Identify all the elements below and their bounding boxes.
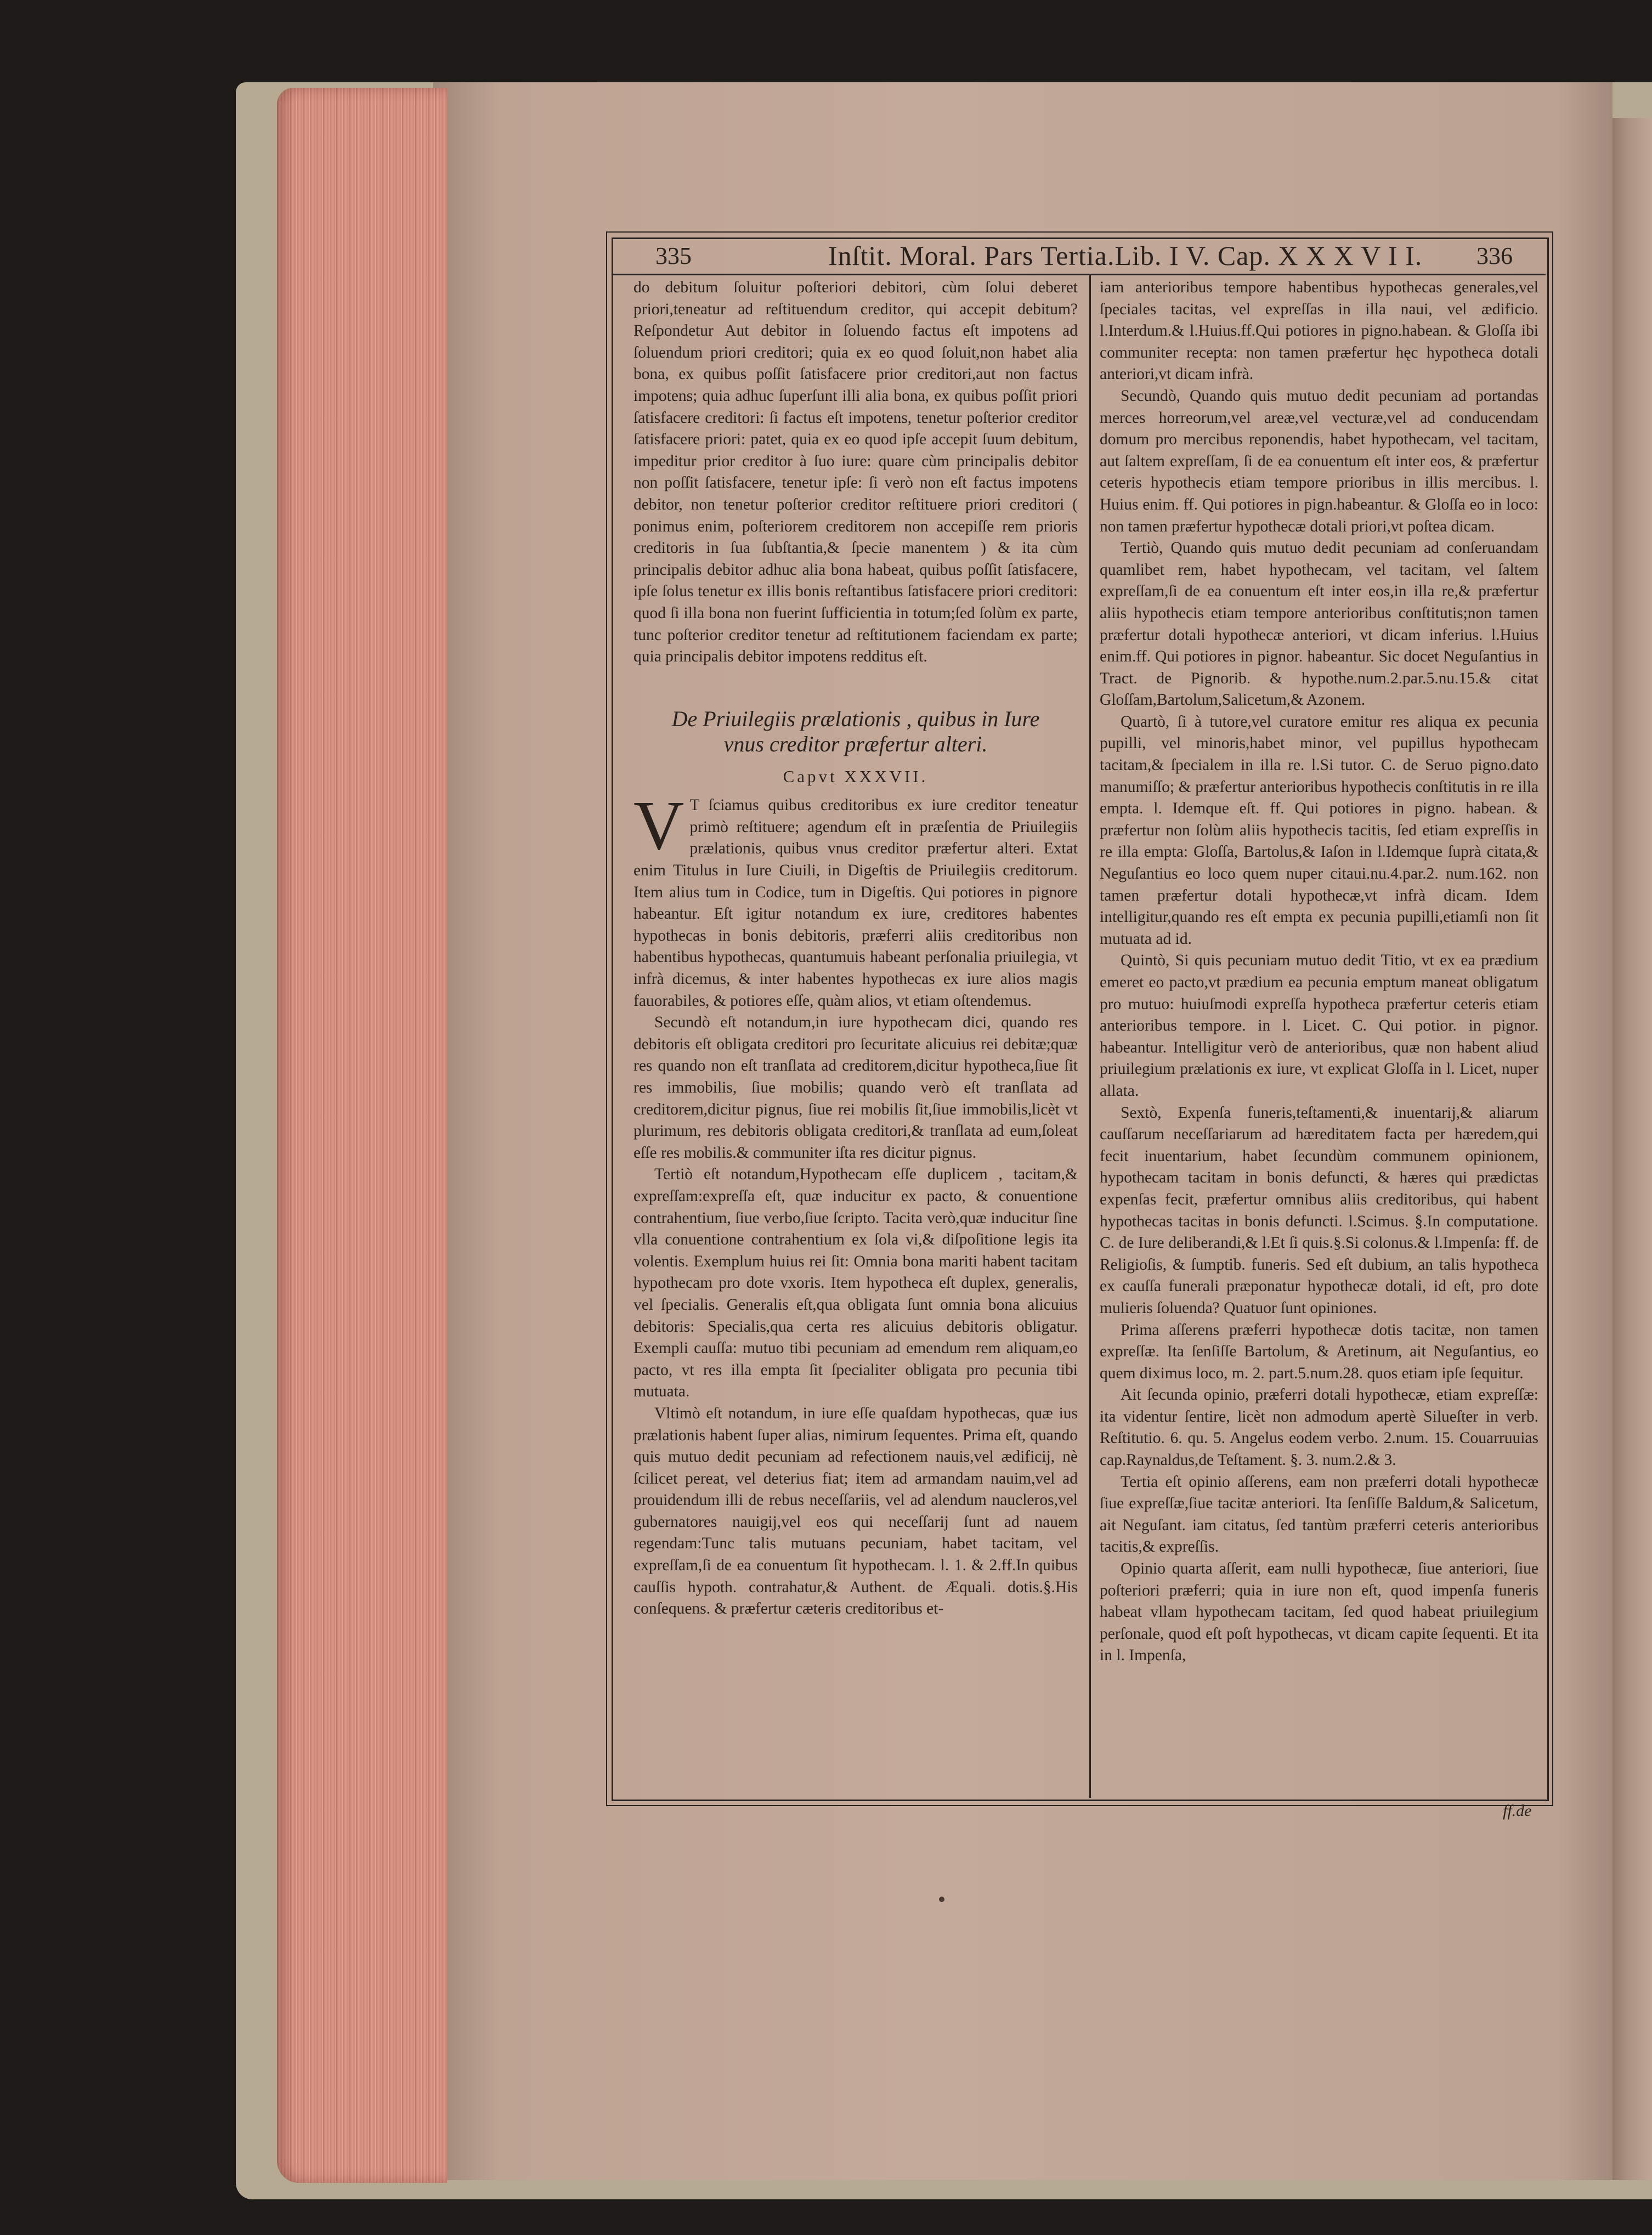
paragraph-4: Vltimò eſt notandum, in iure eſſe quaſdam hypothecas, quæ ius prælationis habent ſuper alias, nimirum ſequentes. Prima eſt, quando quis mutuo dedit pecuniam ad refectionem nauis,vel ædificij, nè ſcilicet pereat, vel deterius fiat; item ad armandam nauim,vel ad prouidendum illi de rebus neceſſariis, vel ad alendum naucleros,vel gubernatores nauigij,vel eos qui neceſſarij ſunt ad nauem regendam:Tunc talis mutuans pecuniam, habet tacitam, vel expreſſam,ſi de ea conuentum ſit hypothecam. l. 1. & 2.ff.In quibus cauſſis hypoth. contrahatur,& Authent. de Æquali. dotis.§.His conſequens. & præfertur cæteris creditoribus et- (633, 1404, 1078, 1618)
paragraph-right-1: Secundò, Quando quis mutuo dedit pecuniam ad portandas merces horreorum,vel areæ,vel vecturæ,vel ad conducendam domum pro mercibus reponendis, habet hypothecam, vel tacitam, aut ſaltem expreſſam, ſi de ea conuentum eſt inter eos, & præfertur ceteris hypothecis etiam tempore prioribus in illis mercibus. l. Huius enim. ff. Qui potiores in pign.habeantur. & Gloſſa eo in loco: non tamen præfertur hypothecæ dotali priori,vt poſtea dicam. (1100, 387, 1538, 535)
paragraph-right-8: Tertia eſt opinio aſſerens, eam non præferri dotali hypothecæ ſiue expreſſæ,ſiue tacitæ anteriori. Ita ſenſiſſe Baldum,& Salicetum, ait Neguſant. iam citatus, ſed tantùm præferri ceteris anterioribus tacitis,& expreſſis. (1100, 1473, 1538, 1556)
paragraph-right-7: Ait ſecunda opinio, præferri dotali hypothecæ, etiam expreſſæ: ita videntur ſentire, licèt non admodum apertè Silueſter in verb. Reſtitutio. 6. qu. 5. Angelus eodem verbo. 2.num. 15. Couarruuias cap.Raynaldus,de Teſtament. §. 3. num.2.& 3. (1100, 1386, 1538, 1469)
drop-cap: V (633, 787, 684, 865)
catchword: ff.de (1503, 1802, 1532, 1820)
paragraph-1: T ſciamus quibus creditoribus ex iure creditor teneatur primò reſtituere; agendum eſt in præſentia de Priuilegiis prælationis, quibus vnus creditor præfertur alteri. Extat enim Titulus in Iure Ciuili, in Digeſtis de Priuilegiis creditorum. Item alius tum in Codice, tum in Digeſtis. Qui potiores in pignore habeantur. Eſt igitur notandum ex iure, creditores habentes hypothecas in bonis debitoris, præferri aliis creditoribus non habentibus hypothecas, quantumuis habeant perſonalia priuilegia, vt infrà dicemus, & inter habentes hypothecas ex iure alios magis fauorabiles, & potiores eſſe, quàm alios, vt etiam oſtendemus. (633, 796, 1078, 1010)
paragraph-2: Secundò eſt notandum,in iure hypothecam dici, quando res debitoris eſt obligata creditori pro ſecuritate alicuius rei debitæ;quæ res quando non eſt tranſlata ad creditorem,dicitur hypotheca,ſiue ſit res immobilis, ſiue mobilis; quando verò eſt tranſlata ad creditorem,dicitur pignus, ſiue rei mobilis ſit,ſiue immobilis,licèt vt plurimum, res debitoris obligata creditori,& tranſlata ad eum,ſoleat eſſe res mobilis.& communiter iſta res dicitur pignus. (633, 1014, 1078, 1162)
column-rule (1089, 274, 1091, 1798)
running-header (612, 237, 1546, 275)
paragraph-right-5: Sextò, Expenſa funeris,teſtamenti,& inuentarij,& aliarum cauſſarum neceſſariarum ad hæreditatem facta per hæredem,qui fecit inuentarium, habet ſecundùm communem opinionem, hypothecam tacitam in bonis defuncti, & hæres qui prædictas expenſas fecit, præfertur omnibus aliis creditoribus, qui habent hypothecas tacitas in bonis defuncti. l.Scimus. §.In computatione. C. de Iure deliberandi,& l.Et ſi quis.§.Si colonus.& l.Impenſa: ff. de Religioſis, & ſumptib. funeris. Sed eſt dubium, an talis hypotheca ex cauſſa funerali præponatur hypothecæ dotali, id eſt, pro dote mulieris ſoluenda? Quatuor ſunt opiniones. (1100, 1104, 1538, 1317)
paragraph-right-0: iam anterioribus tempore habentibus hypothecas generales,vel ſpeciales tacitas, vel expreſſas in illa naui, vel ædificio. l.Interdum.& l.Huius.ff.Qui potiores in pigno.habean. & Gloſſa ibi communiter recepta: non tamen præfertur hęc hypotheca dotali anteriori,vt dicam infrà. (1100, 279, 1538, 383)
facing-page-edge (1610, 118, 1652, 2180)
running-head-title: Inſtit. Moral. Pars Tertia.Lib. I V. Cap. X X X V I I. (828, 240, 1423, 271)
ink-blot (939, 1897, 944, 1902)
section-title: De Priuilegiis prælationis , quibus in Iure vnus creditor præfertur alteri. (671, 706, 1040, 756)
chapter-heading: Capvt XXXVII. (783, 766, 929, 786)
red-page-edges (277, 88, 447, 2183)
paragraph-right-3: Quartò, ſi à tutore,vel curatore emitur res aliqua ex pecunia pupilli, vel minoris,habet minor, vel pupillus hypothecam tacitam,& ſpecialem in illa re. l.Si tutor. C. de Seruo pigno.dato manumiſſo; & præfertur anterioribus hypothecis conſtitutis in re illa empta. l. Idemque eſt. ff. Qui potiores in pigno. habean. & præfertur non ſolùm aliis hypothecis tacitis, ſed etiam expreſſis in re illa empta: Gloſſa, Bartolus,& Iaſon in l.Idemque ſuprà citata,& Neguſantius eo loco quem nuper citaui.nu.4.par.2. num.162. non tamen præfertur dotali hypothecæ,vt infrà dicam. Idem intelligitur,quando res eſt empta ex pecunia pupilli,etiamſi non ſit mutuata ad id. (1100, 712, 1538, 948)
paragraph-right-6: Prima aſſerens præferri hypothecæ dotis tacitæ, non tamen expreſſæ. Ita ſenſiſſe Bartolum, & Aretinum, ait Neguſantius, eo quem diximus loco, m. 2. part.5.num.28. quos etiam ipſe ſequitur. (1100, 1321, 1538, 1382)
paragraph-3: Tertiò eſt notandum,Hypothecam eſſe duplicem , tacitam,& expreſſam:expreſſa eſt, quæ inducitur ex pacto, & conuentione contrahentium, ſiue verbo,ſiue ſcripto. Tacita verò,quæ inducitur ſine vlla conuentione contrahentium ex ſola vi,& diſpoſitione legis ita volentis. Exemplum huius rei ſit: Omnia bona mariti habent tacitam hypothecam pro dote vxoris. Item hypotheca eſt duplex, generalis, vel ſpecialis. Generalis eſt,qua obligata ſunt omnia bona alicuius debitoris: Specialis,qua certa res alicuius debitoris obligatur. Exempli cauſſa: mutuo tibi pecuniam ad emendum rem aliquam,eo pacto, vt res illa empta ſit ſpecialiter obligata pro pecunia tibi mutuata. (633, 1165, 1078, 1401)
left-column (633, 277, 1078, 1620)
page-number-left: 335 (655, 242, 692, 269)
paragraph-right-2: Tertiò, Quando quis mutuo dedit pecuniam ad conſeruandam quamlibet rem, habet hypothecam, vel tacitam, vel ſaltem expreſſam,ſi de ea conuentum eſt inter eos,in illa re,& præfertur aliis hypothecis etiam tempore anterioribus conſtitutis;non tamen præfertur dotali hypothecæ anteriori, vt dicam inferius. l.Huius enim.ff. Qui potiores in pignor. habeantur. Sic docet Neguſantius in Tract. de Pignorib. & hypothe.num.2.par.5.nu.15.& citat Gloſſam,Bartolum,Salicetum,& Azonem. (1100, 539, 1538, 709)
paragraph-right-4: Quintò, Si quis pecuniam mutuo dedit Titio, vt ex ea prædium emeret eo pacto,vt prædium ea pecunia emptum maneat obligatum pro mutuo: huiuſmodi expreſſa hypotheca præfertur ceteris etiam anterioribus tempore. in l. Licet. C. Qui potior. in pignor. habeantur. Intelligitur verò de anterioribus, quæ non habent aliud priuilegium prælationis ex iure, vt explicat Gloſſa in l. Licet, nuper allata. (1100, 952, 1538, 1100)
right-column (1100, 277, 1538, 1667)
paragraph-continuation: do debitum ſoluitur poſteriori debitori, cùm ſolui deberet priori,teneatur ad reſtituendum creditor, qui accepit debitum? Reſpondetur Aut debitor in ſoluendo factus eſt impotens ad ſoluendum priori creditori; quia ex eo quod ſoluit,non habet alia bona, ex quibus poſſit ſatisfacere prior creditori,aut non factus impotens; quia adhuc ſuperſunt illi alia bona, ex quibus poſſit priori ſatisfacere creditori: ſi factus eſt impotens, tenetur poſterior creditor ſatisfacere priori: patet, quia ex eo quod ipſe accepit ſuum debitum, impeditur prior creditor à ſuo iure: quare cùm principalis debitor non poſſit ſatisfacere, tenetur ipſe: ſi verò non eſt factus impotens debitor, non tenetur poſterior creditor reſtituere priori creditori ( ponimus enim, poſteriorem creditorem non accepiſſe rem prioris creditoris in ſua ſubſtantia,& ſpecie manentem ) & ita cùm principalis debitor adhuc alia bona habeat, quibus poſſit ſatisfacere, ipſe ſolus tenetur ex illis bonis reſtantibus ſatisfacere priori creditori: quod ſi illa bona non fuerint ſufficientia in totum;ſed ſolùm ex parte, tunc poſterior creditor tenetur ad reſtitutionem faciendam ex parte; quia principalis debitor impotens redditus eſt. (633, 279, 1078, 666)
paragraph-right-9: Opinio quarta aſſerit, eam nulli hypothecæ, ſiue anteriori, ſiue poſteriori præferri; quia in iure non eſt, quod impenſa funeris habeat vllam hypothecam tacitam, ſed quod habeat priuilegium perſonale, quod eſt poſt hypothecas, vt dicam capite ſequenti. Et ita in l. Impenſa, (1100, 1560, 1538, 1665)
page-number-right: 336 (1476, 242, 1513, 269)
